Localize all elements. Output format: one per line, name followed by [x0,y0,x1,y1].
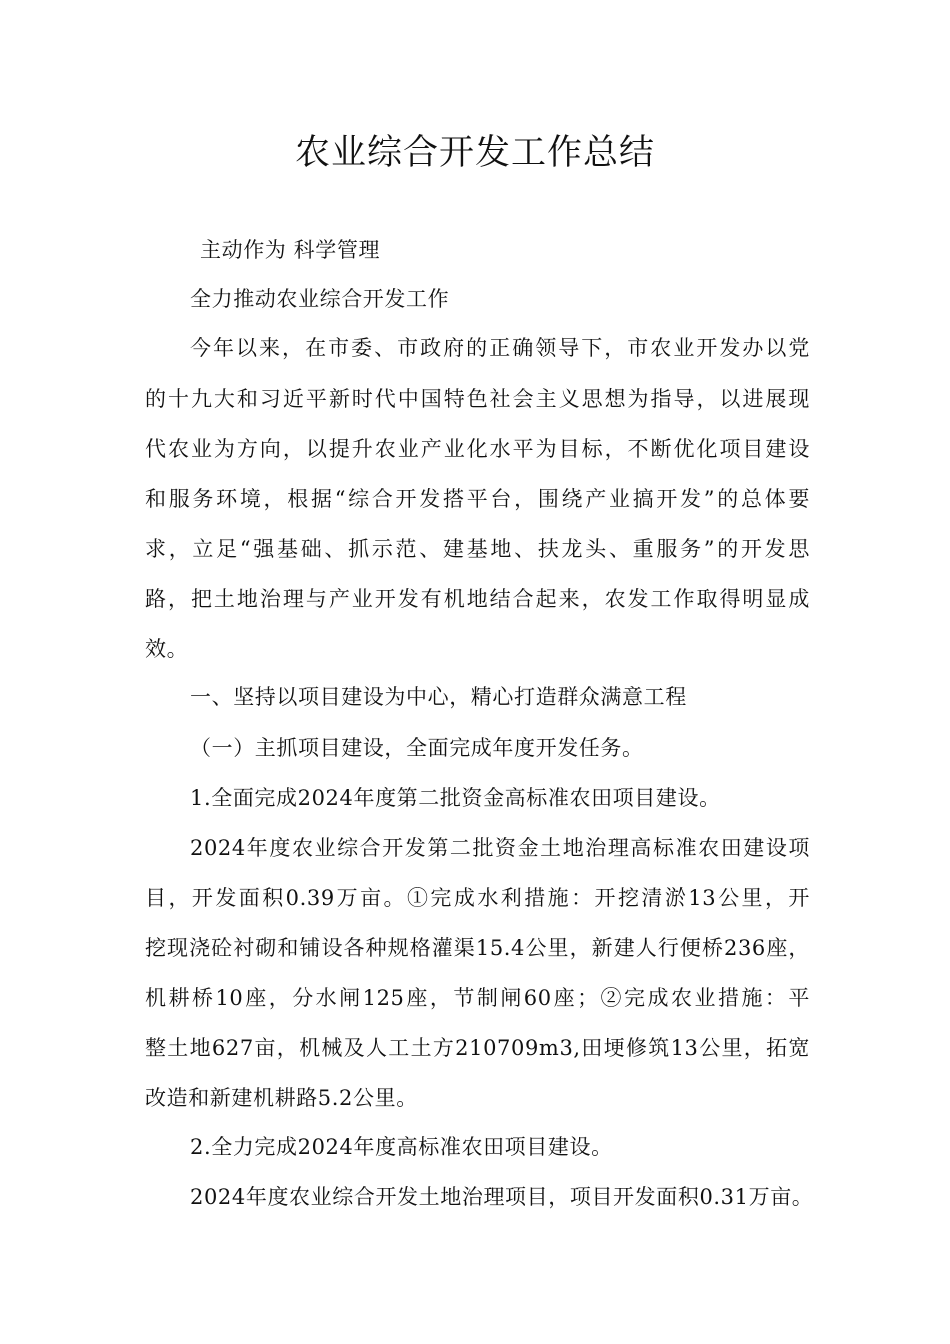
intro-paragraph-line: 效。 [145,637,189,661]
item-paragraph-line: 2024年度农业综合开发土地治理项目，项目开发面积0.31万亩。 [190,1185,814,1209]
intro-paragraph-line: 和服务环境，根据“综合开发搭平台，围绕产业搞开发”的总体要 [145,487,810,511]
subtitle-line-2: 全力推动农业综合开发工作 [190,287,450,311]
intro-paragraph-line: 求，立足“强基础、抓示范、建基地、扶龙头、重服务”的开发思 [145,537,810,561]
item-paragraph-line: 整土地627亩，机械及人工土方210709m3,田埂修筑13公里，拓宽 [145,1036,810,1060]
subsection-heading: （一）主抓项目建设，全面完成年度开发任务。 [190,736,644,760]
intro-paragraph-line: 今年以来，在市委、市政府的正确领导下，市农业开发办以党 [190,336,810,360]
section-heading: 一、坚持以项目建设为中心，精心打造群众满意工程 [190,685,687,709]
item-paragraph-line: 2024年度农业综合开发第二批资金土地治理高标准农田建设项 [190,836,810,860]
item-paragraph-line: 机耕桥10座，分水闸125座，节制闸60座；②完成农业措施：平 [145,986,810,1010]
item-paragraph-line: 挖现浇砼衬砌和铺设各种规格灌渠15.4公里，新建人行便桥236座， [145,936,810,960]
item-paragraph-line: 改造和新建机耕路5.2公里。 [145,1086,418,1110]
intro-paragraph-line: 代农业为方向，以提升农业产业化水平为目标，不断优化项目建设 [145,437,810,461]
item-heading: 2.全力完成2024年度高标准农田项目建设。 [190,1135,613,1159]
subtitle-line-1: 主动作为 科学管理 [200,238,381,262]
document-title: 农业综合开发工作总结 [294,133,655,173]
intro-paragraph-line: 路，把土地治理与产业开发有机地结合起来，农发工作取得明显成 [145,587,810,611]
item-paragraph-line: 目，开发面积0.39万亩。①完成水利措施：开挖清淤13公里，开 [145,886,810,910]
intro-paragraph-line: 的十九大和习近平新时代中国特色社会主义思想为指导，以进展现 [145,387,810,411]
item-heading: 1.全面完成2024年度第二批资金高标准农田项目建设。 [190,786,721,810]
